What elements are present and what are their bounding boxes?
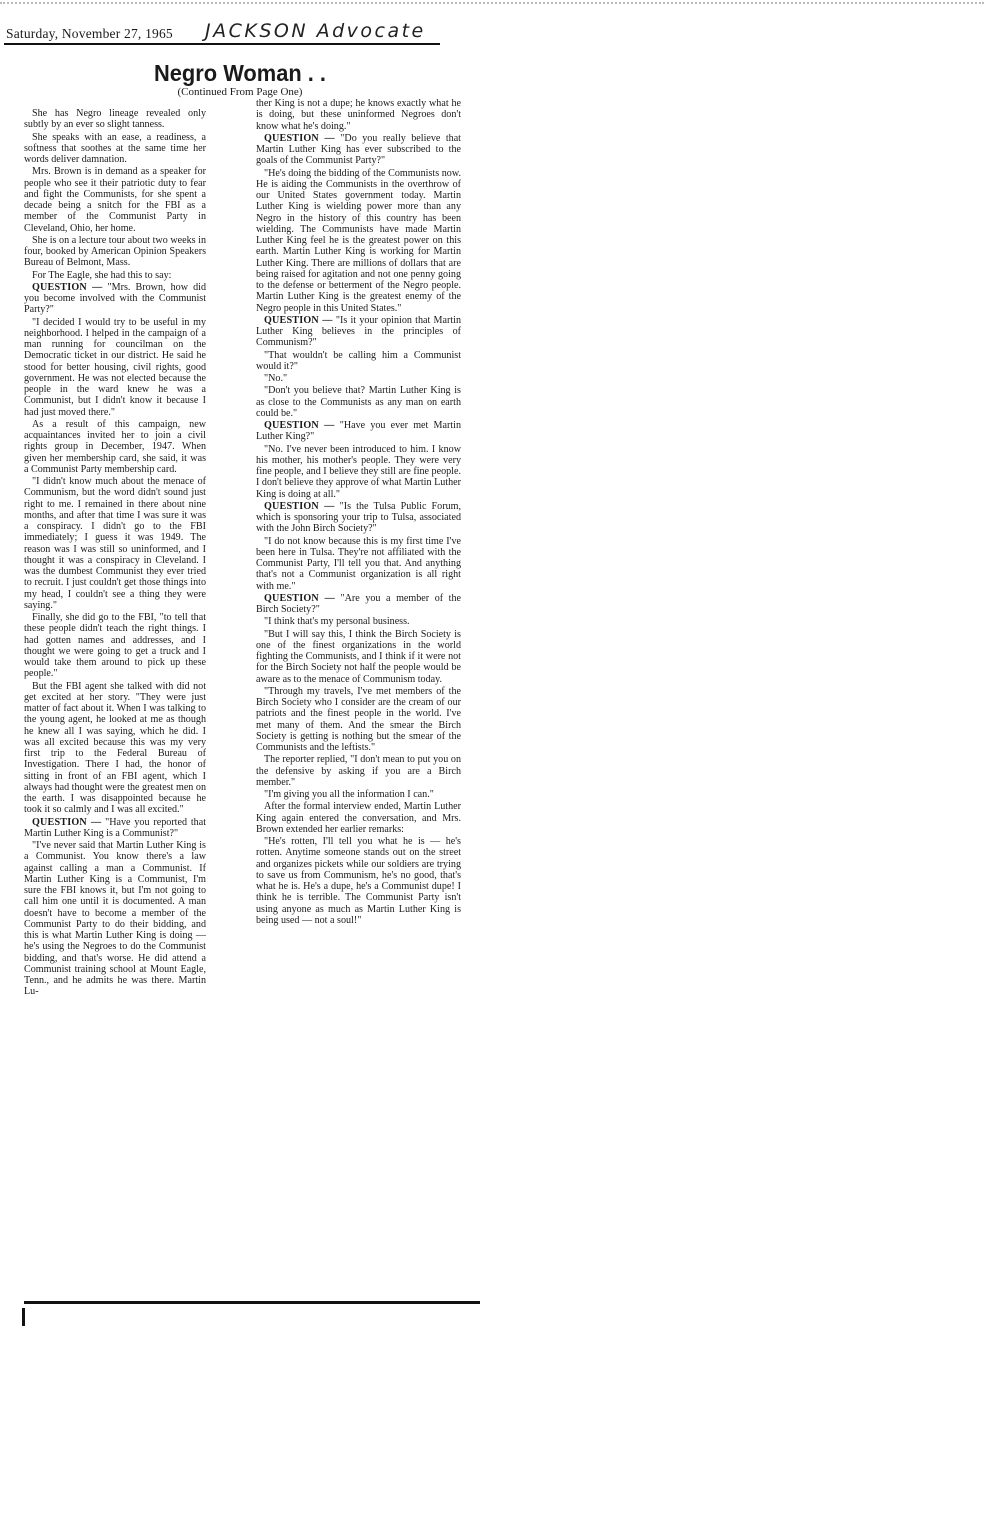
handwritten-source-note: JACKSON Advocate — [205, 20, 426, 42]
top-border — [0, 2, 984, 8]
paragraph: After the formal interview ended, Martin Luther King again entered the conversation, and Mrs. Brown extended her earlier remarks: — [256, 801, 461, 835]
right-column — [256, 98, 461, 927]
question-label: QUESTION — — [32, 281, 103, 293]
paragraph: "I've never said that Martin Luther King is a Communist. You know there's a law against calling a man a Communist. If Martin Luther King is a Communist, I'm sure the FBI knows it, but I'm not going to call him one until it is documented. A man doesn't have to become a member of the Communist Party to do their bidding, and this is what Martin Luther King is doing — he's using the Negroes to do the Communist bidding, and that's worse. He did attend a Communist training school at Mount Eagle, Tenn., and he admits he was there. Martin Lu- — [24, 840, 206, 998]
header-rule — [4, 43, 440, 45]
paragraph: But the FBI agent she talked with did not get excited at her story. "They were just matter of fact about it. When I was talking to the young agent, he looked at me as though he knew all I was saying, which he did. I was all excited because this was my very first trip to the Federal Bureau of Investigation. There I had, the honor of sitting in front of an FBI agent, which I always had thought were the greatest men on the earth. I was disappointed because he took it so calmly and I was all excited." — [24, 680, 206, 816]
question-paragraph: QUESTION — "Is the Tulsa Public Forum, which is sponsoring your trip to Tulsa, associated with the John Birch Society?" — [256, 500, 461, 535]
paragraph: "He's doing the bidding of the Communists now. He is aiding the Communists in the overthrow of our United States government today. Martin Luther King is wielding power more than any Negro in the history of this country has been wielding. The Communists have made Martin Luther King feel he is the greatest power on this earth. Martin Luther King is working for Martin Luther King. There are millions of dollars that are being raised for agitation and not one penny going to the defense or betterment of the Negro people. Martin Luther King is the greatest enemy of the Negro people in this United States." — [256, 167, 461, 314]
paragraph: "Don't you believe that? Martin Luther King is as close to the Communists as any man on earth could be." — [256, 385, 461, 419]
question-label: QUESTION — — [32, 816, 102, 828]
paragraph: For The Eagle, she had this to say: — [32, 269, 172, 281]
paragraph: "I do not know because this is my first time I've been here in Tulsa. They're not affiliated with the Communist Party, I'll tell you that. And anything that's not a Communist organization is all right with me." — [256, 535, 461, 592]
paragraph: ther King is not a dupe; he knows exactly what he is doing, but these uninformed Negroes don't know what he's doing." — [256, 98, 461, 132]
paragraph: "He's rotten, I'll tell you what he is — he's rotten. Anytime someone stands out on the street and organizes pickets while our soldiers are trying to save us from Communism, he's no good, that's what he is. He's a dupe, he's a Communist dupe! I think he is terrible. The Communist Party isn't using anyone as much as Martin Luther King is being used — not a soul!" — [256, 836, 461, 926]
question-paragraph: QUESTION — "Have you ever met Martin Luther King?" — [256, 420, 461, 443]
question-paragraph: QUESTION — "Are you a member of the Birch Society?" — [256, 592, 462, 615]
question-label: QUESTION — — [264, 132, 335, 144]
question-paragraph: QUESTION — "Have you reported that Martin Luther King is a Communist?" — [24, 816, 207, 839]
left-column — [24, 108, 206, 999]
paragraph: Finally, she did go to the FBI, "to tell that these people didn't teach the right things. I had gotten names and addresses, and I thought we were going to get a truck and I would take them around to pick up these people." — [24, 612, 206, 680]
paragraph: "No." — [264, 373, 288, 384]
headline: Negro Woman . . — [153, 60, 326, 86]
paragraph: "But I will say this, I think the Birch Society is one of the finest organizations in the world fighting the Communists, and I think if it were not for the Birch Society not half the people would be aware as to the menace of Communism today. — [256, 628, 461, 685]
paragraph: "I decided I would try to be useful in my neighborhood. I helped in the campaign of a man running for councilman on the Democratic ticket in our district. He said he stood for better housing, civil rights, good government. He was not elected because the people in the ward knew he was a Communist, but I didn't know it because I had just moved there." — [24, 316, 206, 418]
paragraph: "I didn't know much about the menace of Communism, but the word didn't sound just right to me. I remained in there about nine months, and after that time I was sure it was a conspiracy. I didn't go to the FBI immediately; I guess it was 1949. The reason was I was still so uninformed, and I thought it was a conspiracy in Cleveland. I was the dumbest Communist they ever tried to recruit. I just couldn't get those things into my head, I couldn't see a thing they were saying." — [24, 476, 206, 611]
paragraph: "No. I've never been introduced to him. I know his mother, his mother's people. They were very fine people, and I believe they still are fine people. I don't believe they approve of what Martin Luther King is doing at all." — [256, 443, 461, 500]
paragraph: "I'm giving you all the information I can." — [264, 789, 434, 800]
paragraph: She speaks with an ease, a readiness, a softness that soothes at the same time her words deliver damnation. — [24, 131, 206, 165]
paragraph: She has Negro lineage revealed only subtly by an ever so slight tanness. — [24, 108, 206, 131]
margin-mark — [22, 1308, 25, 1326]
question-paragraph: QUESTION — "Is it your opinion that Martin Luther King believes in the principles of Communism?" — [256, 314, 461, 349]
question-label: QUESTION — — [264, 420, 335, 431]
paragraph: "Through my travels, I've met members of the Birch Society who I consider are the cream of our patriots and the finest people in the world. I've met many of them. And the smear the Birch Society is getting is nothing but the smear of the Communists and the leftists." — [256, 685, 461, 753]
paragraph: "I think that's my personal business. — [264, 616, 410, 628]
question-paragraph: QUESTION — "Do you really believe that Martin Luther King has ever subscribed to the goals of the Communist Party?" — [256, 132, 461, 167]
paragraph: The reporter replied, "I don't mean to put you on the defensive by asking if you are a Birch member." — [256, 754, 461, 788]
question-label: QUESTION — — [264, 592, 335, 604]
bottom-rule — [24, 1301, 480, 1304]
continued-note: (Continued From Page One) — [177, 86, 303, 98]
question-label: QUESTION — — [264, 500, 335, 512]
question-label: QUESTION — — [264, 314, 333, 326]
paragraph: She is on a lecture tour about two weeks in four, booked by American Opinion Speakers Bureau of Belmont, Mass. — [24, 234, 206, 269]
paragraph: As a result of this campaign, new acquaintances invited her to join a civil rights group in December, 1947. When given her membership card, she said, it was a Communist Party membership card. — [24, 418, 206, 475]
dateline: Saturday, November 27, 1965 — [6, 26, 173, 41]
paragraph: "That wouldn't be calling him a Communist would it?" — [256, 349, 461, 372]
question-paragraph: QUESTION — "Mrs. Brown, how did you become involved with the Communist Party?" — [24, 281, 206, 316]
paragraph: Mrs. Brown is in demand as a speaker for people who see it their patriotic duty to fear and fight the Communists, for she spent a decade being a snitch for the FBI as a member of the Communist Party in Cleveland, Ohio, her home. — [24, 166, 206, 234]
